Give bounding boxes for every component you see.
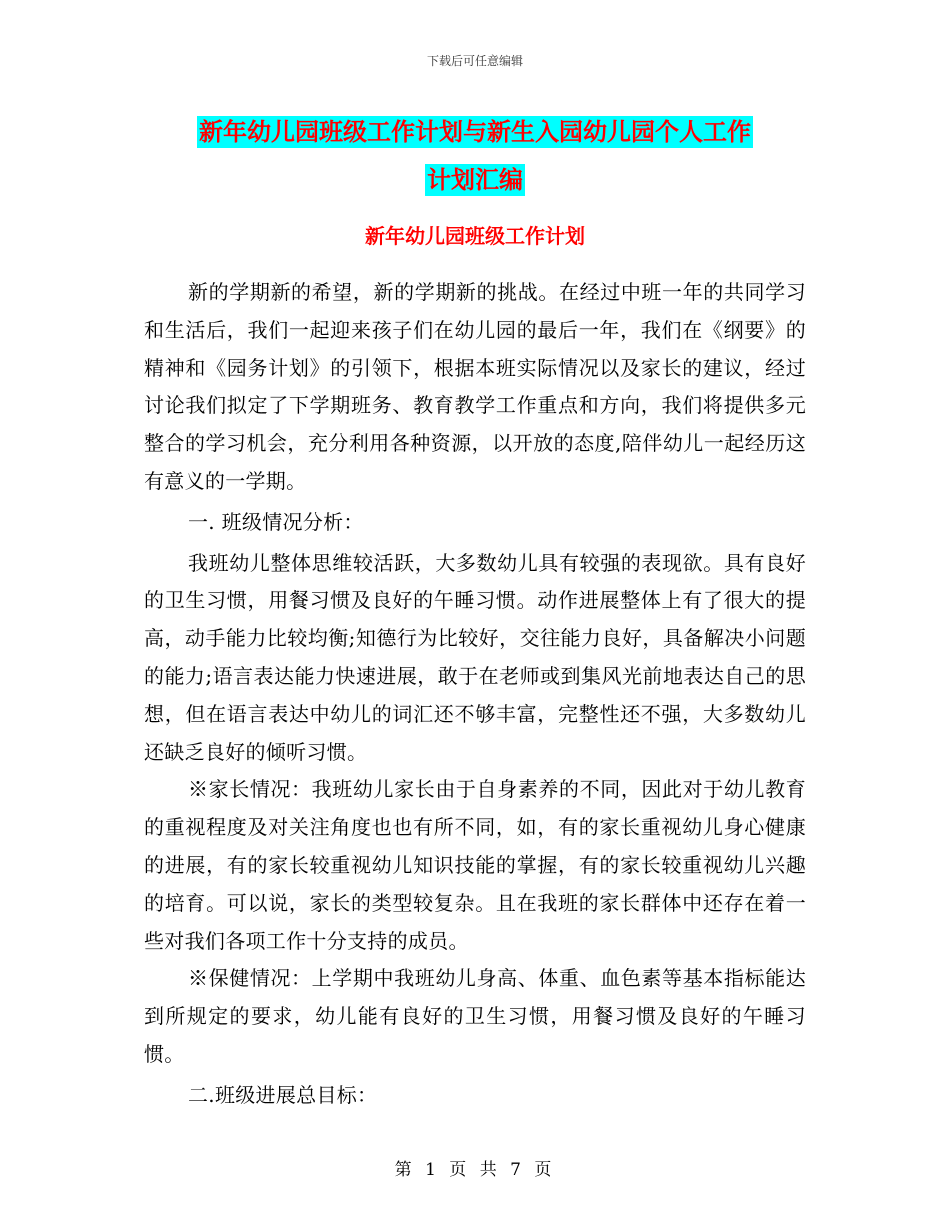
paragraph-health-situation: ※保健情况：上学期中我班幼儿身高、体重、血色素等基本指标能达到所规定的要求，幼儿能有良好的卫生习惯，用餐习惯及良好的午睡习惯。: [144, 966, 806, 1066]
body-text: [144, 274, 806, 1115]
document-title: [0, 108, 950, 204]
paragraph-intro: 新的学期新的希望，新的学期新的挑战。在经过中班一年的共同学习和生活后，我们一起迎来孩子们在幼儿园的最后一年，我们在《纲要》的精神和《园务计划》的引领下，根据本班实际情况以及家长的建议，经过讨论我们拟定了下学期班务、教育教学工作重点和方向，我们将提供多元整合的学习机会，充分利用各种资源，以开放的态度,陪伴幼儿一起经历这有意义的一学期。: [144, 280, 806, 493]
section-title: 新年幼儿园班级工作计划: [365, 224, 585, 248]
paragraph-heading-class-analysis: 一. 班级情况分析：: [188, 509, 364, 534]
paragraph-heading-overall-goals: 二.班级进展总目标：: [188, 1082, 378, 1107]
document-title-line-1: 新年幼儿园班级工作计划与新生入园幼儿园个人工作: [199, 118, 751, 146]
paragraph-parents-situation: ※家长情况：我班幼儿家长由于自身素养的不同，因此对于幼儿教育的重视程度及对关注角度也也有所不同，如，有的家长重视幼儿身心健康的进展，有的家长较重视幼儿知识技能的掌握，有的家长较重视幼儿兴趣的培育。可以说，家长的类型较复杂。且在我班的家长群体中还存在着一些对我们各项工作十分支持的成员。: [144, 777, 806, 953]
paragraph-children-situation: 我班幼儿整体思维较活跃，大多数幼儿具有较强的表现欲。具有良好的卫生习惯，用餐习惯及良好的午睡习惯。动作进展整体上有了很大的提高，动手能力比较均衡;知德行为比较好，交往能力良好，具备解决小问题的能力;语言表达能力快速进展，敢于在老师或到集风光前地表达自己的思想，但在语言表达中幼儿的词汇还不够丰富，完整性还不强，大多数幼儿还缺乏良好的倾听习惯。: [144, 550, 806, 764]
document-title-line-2: 计划汇编: [427, 166, 523, 194]
page-footer: 第 1 页 共 7 页: [394, 1160, 556, 1180]
header-note: 下载后可任意编辑: [426, 54, 523, 68]
